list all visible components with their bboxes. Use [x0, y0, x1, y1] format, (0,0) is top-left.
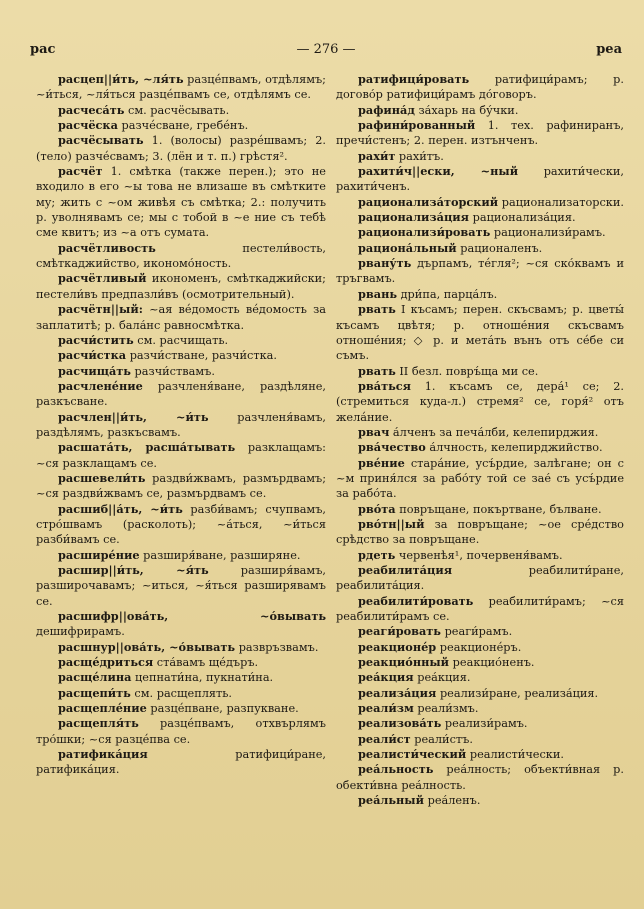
- dictionary-entry: [36, 670, 326, 685]
- entry-translation: ста́вамъ щéдъръ.: [153, 656, 259, 670]
- dictionary-entry: [336, 793, 624, 808]
- entry-translation: за́харь на бу́чки.: [414, 103, 519, 117]
- entry-headword: рациона́льный: [358, 240, 457, 255]
- entry-headword: расчётливость: [58, 240, 156, 255]
- entry-headword: расчёсывать: [58, 133, 144, 148]
- entry-headword: расчленéние: [58, 378, 143, 393]
- entry-translation: старáние, усъ́рдие, залѣгане; он с ~м приня́лся за рабо́ту той се зае́ съ усъ́рдие за рабо́та.: [336, 456, 624, 501]
- entry-headword: реакционéр: [358, 639, 437, 654]
- entry-translation: ратифици́ране, ратифика́ция.: [36, 748, 326, 777]
- dictionary-entry: [336, 655, 624, 670]
- dictionary-entry: [336, 195, 624, 210]
- dictionary-entry: [336, 624, 624, 639]
- entry-headword: расшифр||ова́ть, ~о́вывать: [58, 609, 326, 624]
- dictionary-entry: [336, 164, 624, 195]
- entry-translation: реакционéръ.: [436, 640, 522, 654]
- entry-translation: I късамъ; перен. скъсвамъ; р. цветы́ късамъ цвѣтя; р. отноше́ния скъсвамъ отноше́ния; ◇ р. и мета́ть вънъ отъ сéбе си съмъ.: [336, 303, 624, 363]
- dictionary-entry: [336, 517, 624, 548]
- entry-translation: реабилити́рамъ; ~ся реабилити́рамъ се.: [336, 594, 624, 624]
- dictionary-entry: [36, 716, 326, 747]
- entry-translation: см. расщеплять.: [130, 686, 233, 700]
- entry-headword: реа́кция: [358, 670, 414, 685]
- entry-headword: реакцио́нный: [358, 655, 450, 670]
- dictionary-entry: [336, 747, 624, 762]
- entry-headword: ратифици́ровать: [358, 72, 470, 86]
- entry-headword: рва́чество: [358, 440, 426, 455]
- entry-translation: II безл. повръ́ща ми се.: [395, 364, 539, 378]
- entry-translation: разчи́стване, разчи́стка.: [126, 349, 277, 363]
- entry-headword: рахи́т: [358, 148, 396, 163]
- entry-translation: разцéпване, разпукване.: [146, 702, 299, 716]
- entry-translation: разширя́вамъ, разширочавамъ; ~иться, ~я́ться разширявамъ се.: [36, 564, 326, 608]
- entry-translation: 1. тех. рафиниранъ, пречи́стенъ; 2. перен. изтънченъ.: [336, 119, 624, 148]
- entry-translation: 1. смѣтка (также перен.); это не входило в его ~ы това не влизаше въ смѣтките му; жить с ~ом живѣя съ смѣтка; 2.: получить р. уволнявамъ се; мы с тобой в ~е ние съ тебѣ сме квитъ; из ~а отъ сумата.: [36, 165, 326, 240]
- entry-headword: рвéние: [358, 455, 405, 470]
- entry-headword: расщепля́ть: [58, 716, 139, 731]
- dictionary-entry: [36, 440, 326, 471]
- dictionary-entry: [336, 241, 624, 256]
- dictionary-entry: [336, 103, 624, 118]
- entry-headword: рационализа́ция: [358, 210, 470, 225]
- entry-headword: расчлен||и́ть, ~и́ть: [58, 409, 209, 424]
- entry-headword: рвану́ть: [358, 256, 412, 271]
- dictionary-entry: [336, 302, 624, 363]
- entry-headword: расширéние: [58, 547, 140, 562]
- left-column: [36, 72, 326, 887]
- entry-translation: дри́па, парца́лъ.: [397, 287, 498, 301]
- dictionary-entry: [336, 225, 624, 240]
- entry-headword: реали́зм: [358, 701, 414, 716]
- dictionary-entry: [36, 502, 326, 548]
- entry-headword: расщепи́ть: [58, 685, 131, 700]
- entry-translation: пестели́вость, смѣткаджийство, икономо́ность.: [36, 241, 326, 271]
- entry-translation: реа́кция.: [413, 671, 471, 685]
- entry-headword: рафина́д: [358, 102, 415, 117]
- entry-headword: рахити́ч||ески, ~ный: [358, 164, 519, 179]
- dictionary-entry: [336, 210, 624, 225]
- entry-headword: реаги́ровать: [358, 624, 441, 639]
- entry-translation: цепнати́на, пукнати́на.: [131, 671, 274, 685]
- entry-translation: червенѣя¹, почервеня́вамъ.: [395, 548, 563, 562]
- dictionary-entry: [336, 287, 624, 302]
- entry-translation: рационализа́ция.: [469, 211, 576, 225]
- entry-translation: ~ая вéдомость вéдомость за заплатитѣ; р. бала́нс равносмѣтка.: [36, 303, 326, 332]
- entry-headword: рвать: [358, 302, 396, 317]
- entry-translation: а́лченъ за печа́лби, келепирджия.: [389, 425, 599, 439]
- entry-translation: за повръщане; ~ое срéдство срѣдство за повръщане.: [336, 517, 624, 547]
- entry-headword: реали́ст: [358, 731, 411, 746]
- entry-headword: рвач: [358, 424, 390, 439]
- dictionary-entry: [36, 118, 326, 133]
- entry-headword: расчёт: [58, 164, 103, 179]
- entry-headword: реализова́ть: [358, 716, 442, 731]
- entry-translation: икономенъ, смѣткаджийски; пестели́въ предпазли́въ (осмотрительный).: [36, 272, 326, 301]
- entry-headword: расчётливый: [58, 271, 147, 286]
- dictionary-entry: [36, 164, 326, 241]
- entry-headword: рва́ться: [358, 378, 411, 393]
- dictionary-entry: [36, 686, 326, 701]
- entry-translation: развръзвамъ.: [235, 640, 319, 654]
- entry-headword: реа́льный: [358, 793, 425, 808]
- entry-headword: расчи́стить: [58, 332, 134, 347]
- dictionary-entry: [36, 103, 326, 118]
- entry-translation: 1. (волосы) разрéшвамъ; 2. (тело) разчéсвамъ; 3. (лён и т. п.) грѣстя².: [36, 134, 326, 163]
- dictionary-entry: [336, 640, 624, 655]
- dictionary-entry: [36, 364, 326, 379]
- dictionary-entry: [36, 655, 326, 670]
- entry-headword: расчи́стка: [58, 348, 127, 363]
- entry-translation: реали́змъ.: [413, 702, 479, 716]
- entry-headword: рвань: [358, 286, 398, 301]
- entry-headword: расчеса́ть: [58, 102, 125, 117]
- dictionary-entry: [336, 594, 624, 625]
- entry-translation: реализи́ране, реализа́ция.: [436, 686, 599, 700]
- entry-translation: рационаленъ.: [456, 241, 543, 255]
- entry-headword: расшата́ть, расша́тывать: [58, 440, 236, 455]
- entry-headword: расчётн||ый:: [58, 302, 143, 317]
- entry-headword: расшиб||а́ть, ~и́ть: [58, 501, 183, 516]
- entry-headword: расчёска: [58, 118, 118, 133]
- dictionary-entry: [336, 548, 624, 563]
- entry-headword: реа́льность: [358, 762, 434, 777]
- dictionary-entry: [36, 333, 326, 348]
- entry-headword: реализа́ция: [358, 685, 437, 700]
- entry-translation: рационализаторски.: [498, 195, 624, 209]
- dictionary-entry: [336, 440, 624, 455]
- dictionary-entry: [336, 379, 624, 425]
- entry-translation: см. расчищать.: [133, 333, 229, 347]
- entry-translation: реа́ленъ.: [424, 794, 481, 808]
- dictionary-entry: [336, 670, 624, 685]
- dictionary-entry: [336, 72, 624, 103]
- dictionary-entry: [36, 747, 326, 778]
- entry-headword: реалисти́ческий: [358, 747, 467, 762]
- right-guide-word: реа: [596, 42, 622, 57]
- dictionary-entry: [336, 425, 624, 440]
- dictionary-entry: [336, 701, 624, 716]
- dictionary-entry: [36, 563, 326, 609]
- entry-headword: расчища́ть: [58, 363, 131, 378]
- entry-translation: а́лчность, келепирджийство.: [425, 441, 603, 455]
- entry-translation: разчи́ствамъ.: [130, 364, 215, 378]
- entry-translation: реакцио́ненъ.: [449, 656, 535, 670]
- entry-headword: рационализи́ровать: [358, 225, 491, 240]
- dictionary-entry: [36, 271, 326, 302]
- dictionary-entry: [336, 563, 624, 594]
- dictionary-entry: [336, 716, 624, 731]
- dictionary-entry: [36, 241, 326, 272]
- entry-headword: рво́тн||ый: [358, 516, 425, 531]
- dictionary-entry: [36, 548, 326, 563]
- entry-translation: реализи́рамъ.: [441, 717, 528, 731]
- dictionary-entry: [336, 456, 624, 502]
- dictionary-entry: [336, 256, 624, 287]
- entry-translation: раздви́жвамъ, размърдвамъ; ~ся раздви́жвамъ се, размърдвамъ се.: [36, 471, 326, 501]
- entry-headword: рвать: [358, 363, 396, 378]
- entry-headword: рво́та: [358, 501, 396, 516]
- dictionary-entry: [36, 640, 326, 655]
- entry-headword: расщеплéние: [58, 701, 147, 716]
- entry-translation: разчленя́ване, раздѣляне, разкъсване.: [36, 379, 326, 409]
- entry-translation: см. расчёсывать.: [124, 103, 230, 117]
- entry-translation: реали́стъ.: [410, 732, 473, 746]
- entry-translation: разклащамъ: ~ся разклащамъ се.: [36, 441, 326, 470]
- entry-headword: расшнур||ова́ть, ~о́вывать: [58, 639, 236, 654]
- dictionary-entry: [36, 609, 326, 640]
- dictionary-entry: [36, 72, 326, 103]
- entry-headword: ратифика́ция: [58, 747, 148, 762]
- page-header: [30, 42, 622, 62]
- entry-headword: рационализа́торский: [358, 194, 499, 209]
- entry-translation: разчленя́вамъ, раздѣлямъ, разкъсвамъ.: [36, 410, 326, 439]
- entry-translation: реабилити́ране, реабилита́ция.: [336, 564, 624, 593]
- entry-translation: разцéпвамъ, отдѣлямъ; ~и́ться, ~ля́ться разцéпвамъ се, отдѣлямъ се.: [36, 73, 326, 102]
- entry-headword: реабилити́ровать: [358, 593, 474, 608]
- page-number: — 276 —: [296, 42, 356, 57]
- entry-headword: реабилита́ция: [358, 563, 453, 577]
- entry-translation: ратифици́рамъ; р. догово́р ратифици́рамъ до́говоръ.: [336, 73, 624, 102]
- entry-translation: разби́вамъ; счупвамъ, стро́швамъ (расколоть); ~а́ться, ~и́ться разби́вамъ се.: [36, 502, 326, 547]
- entry-translation: 1. късамъ се, дера́¹ се; 2. (стремиться куда-л.) стремя² се, горя́² отъ желáние.: [336, 379, 624, 424]
- dictionary-entry: [36, 133, 326, 164]
- entry-translation: разширя́ване, разширяне.: [139, 548, 301, 562]
- entry-translation: реаги́рамъ.: [440, 625, 513, 639]
- entry-headword: расшевели́ть: [58, 470, 146, 485]
- entry-translation: рахи́тъ.: [395, 149, 444, 163]
- dictionary-entry: [336, 762, 624, 793]
- entry-translation: дешифрирамъ.: [36, 625, 125, 639]
- entry-translation: повръщане, покъртване, бълване.: [395, 502, 602, 516]
- entry-translation: дърпамъ, тéгля²; ~ся ско́квамъ и тръгвамъ.: [336, 257, 624, 286]
- dictionary-entry: [336, 149, 624, 164]
- dictionary-entry: [336, 118, 624, 149]
- dictionary-entry: [36, 701, 326, 716]
- entry-translation: разцéпвамъ, отхвърлямъ тро́шки; ~ся разцéпва се.: [36, 717, 326, 746]
- dictionary-entry: [336, 686, 624, 701]
- dictionary-entry: [36, 379, 326, 410]
- entry-headword: расщéлина: [58, 670, 132, 685]
- dictionary-entry: [336, 732, 624, 747]
- entry-translation: разчéсване, гребéнъ.: [117, 119, 249, 133]
- entry-headword: расшир||и́ть, ~я́ть: [58, 563, 209, 577]
- entry-headword: рафини́рованный: [358, 118, 476, 133]
- dictionary-entry: [336, 502, 624, 517]
- dictionary-entry: [36, 302, 326, 333]
- entry-headword: расщéдриться: [58, 655, 154, 670]
- entry-headword: рдеть: [358, 547, 396, 562]
- entry-translation: рационализи́рамъ.: [490, 226, 606, 240]
- entry-translation: рахити́чески, рахити́ченъ.: [336, 165, 624, 194]
- dictionary-entry: [36, 410, 326, 441]
- dictionary-entry: [36, 348, 326, 363]
- dictionary-entry: [36, 471, 326, 502]
- left-guide-word: рас: [30, 42, 56, 57]
- entry-translation: реа́лность; объекти́вная р. обекти́вна реа́лность.: [336, 763, 624, 792]
- dictionary-entry: [336, 364, 624, 379]
- entry-translation: реалисти́чески.: [466, 748, 564, 762]
- entry-headword: расцеп||и́ть, ~ля́ть: [58, 72, 184, 86]
- right-column: [336, 72, 624, 887]
